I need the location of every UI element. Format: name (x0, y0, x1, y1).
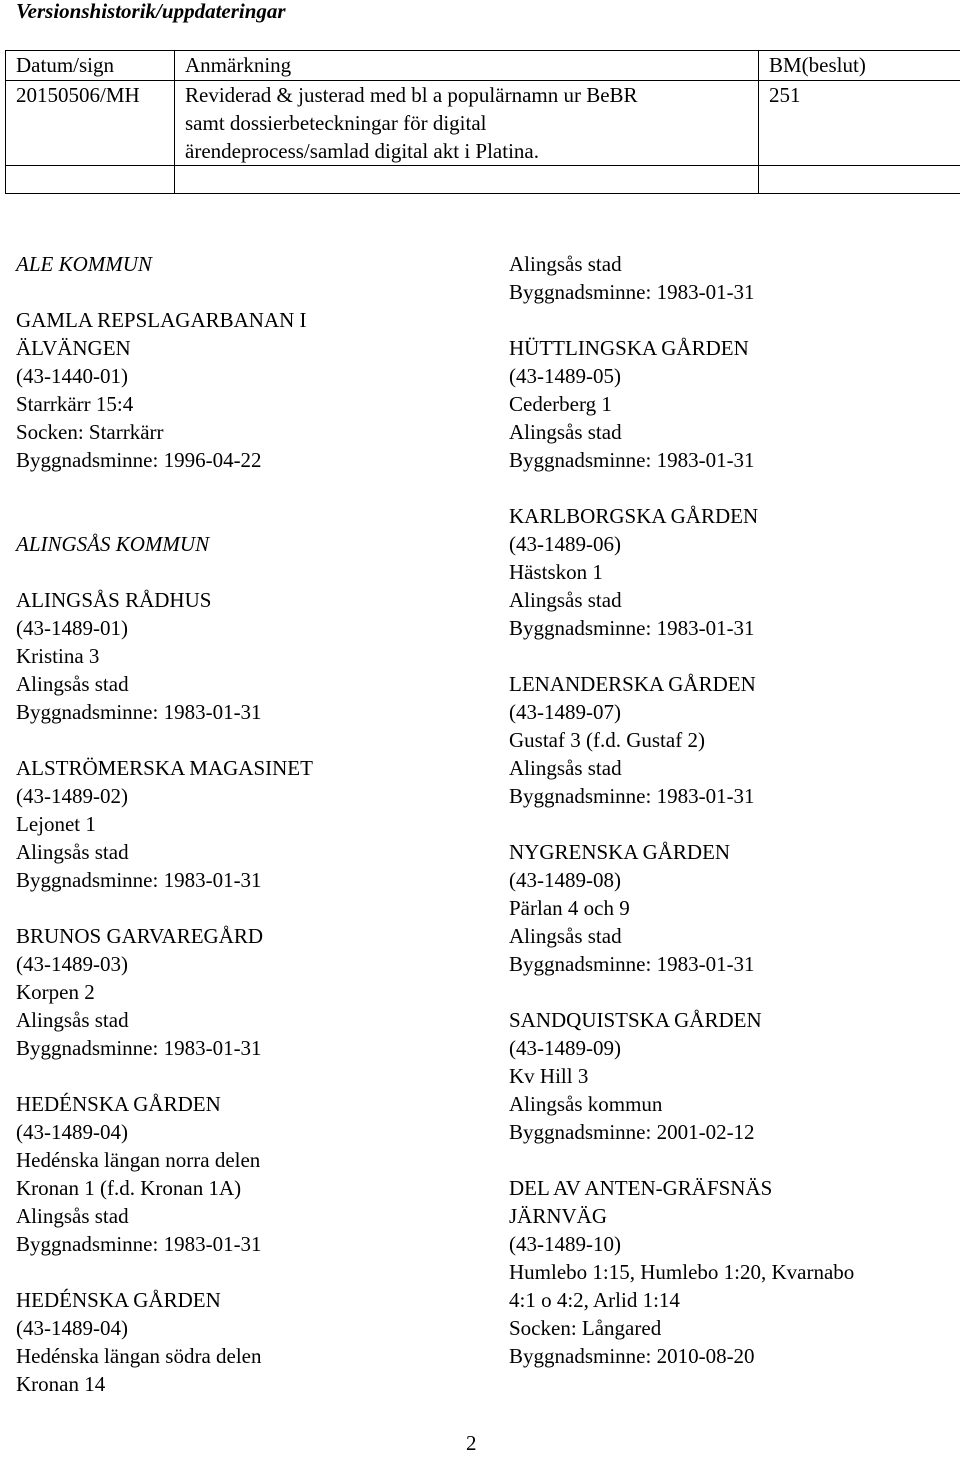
spacer (509, 474, 949, 502)
entry-line: Alingsås stad (509, 250, 949, 278)
entry-line: ALINGSÅS RÅDHUS (16, 586, 486, 614)
entry-line: (43-1489-07) (509, 698, 949, 726)
entry-line: Alingsås stad (509, 586, 949, 614)
entry-line: Gustaf 3 (f.d. Gustaf 2) (509, 726, 949, 754)
spacer (16, 894, 486, 922)
entry-line: HEDÉNSKA GÅRDEN (16, 1286, 486, 1314)
entry-line: (43-1489-08) (509, 866, 949, 894)
entry-line: JÄRNVÄG (509, 1202, 949, 1230)
spacer (509, 810, 949, 838)
entry-line: (43-1489-10) (509, 1230, 949, 1258)
left-column (16, 250, 486, 1398)
entry-line: ÄLVÄNGEN (16, 334, 486, 362)
entry-line: Alingsås kommun (509, 1090, 949, 1118)
spacer (16, 1258, 486, 1286)
row-decision: 251 (759, 81, 960, 166)
spacer (509, 978, 949, 1006)
page-number: 2 (466, 1429, 477, 1457)
empty-cell (759, 166, 960, 194)
entry-line: Byggnadsminne: 1983-01-31 (509, 446, 949, 474)
entry-line: Alingsås stad (509, 922, 949, 950)
header-date: Datum/sign (6, 51, 175, 81)
entry-line: Cederberg 1 (509, 390, 949, 418)
entry-line: (43-1489-09) (509, 1034, 949, 1062)
entry-line: Byggnadsminne: 1996-04-22 (16, 446, 486, 474)
entry-line: HÜTTLINGSKA GÅRDEN (509, 334, 949, 362)
entry-line: Alingsås stad (16, 1006, 486, 1034)
entry-line: Kronan 1 (f.d. Kronan 1A) (16, 1174, 486, 1202)
entry-line: LENANDERSKA GÅRDEN (509, 670, 949, 698)
table-header-row (6, 51, 960, 81)
entry-line: SANDQUISTSKA GÅRDEN (509, 1006, 949, 1034)
row-note (175, 81, 759, 166)
entry-line: (43-1489-02) (16, 782, 486, 810)
spacer (509, 1146, 949, 1174)
entry-line: GAMLA REPSLAGARBANAN I (16, 306, 486, 334)
entry-line: Byggnadsminne: 1983-01-31 (16, 1230, 486, 1258)
entry-line: (43-1440-01) (16, 362, 486, 390)
row-date: 20150506/MH (6, 81, 175, 166)
entry-line: Hästskon 1 (509, 558, 949, 586)
entry-line: Alingsås stad (509, 754, 949, 782)
entry-line: Alingsås stad (509, 418, 949, 446)
note-line: samt dossierbeteckningar för digital (185, 109, 758, 137)
spacer (16, 558, 486, 586)
spacer (16, 726, 486, 754)
entry-line: Byggnadsminne: 2001-02-12 (509, 1118, 949, 1146)
entry-line: Alingsås stad (16, 1202, 486, 1230)
spacer (16, 278, 486, 306)
entry-line: Socken: Långared (509, 1314, 949, 1342)
empty-cell (6, 166, 175, 194)
entry-line: Byggnadsminne: 1983-01-31 (509, 950, 949, 978)
entry-line: Pärlan 4 och 9 (509, 894, 949, 922)
entry-line: Byggnadsminne: 2010-08-20 (509, 1342, 949, 1370)
entry-line: Humlebo 1:15, Humlebo 1:20, Kvarnabo (509, 1258, 949, 1286)
right-column (509, 250, 949, 1370)
entry-line: Socken: Starrkärr (16, 418, 486, 446)
entry-line: Alingsås stad (16, 670, 486, 698)
entry-line: NYGRENSKA GÅRDEN (509, 838, 949, 866)
spacer (16, 1062, 486, 1090)
spacer (509, 642, 949, 670)
entry-line: Alingsås stad (16, 838, 486, 866)
page-heading: Versionshistorik/uppdateringar (16, 0, 286, 25)
version-history-table (5, 50, 960, 194)
table-row-empty (6, 166, 960, 194)
municipality-heading: ALINGSÅS KOMMUN (16, 530, 486, 558)
empty-cell (175, 166, 759, 194)
entry-line: Byggnadsminne: 1983-01-31 (16, 1034, 486, 1062)
municipality-heading: ALE KOMMUN (16, 250, 486, 278)
entry-line: Lejonet 1 (16, 810, 486, 838)
entry-line: (43-1489-03) (16, 950, 486, 978)
entry-line: Byggnadsminne: 1983-01-31 (16, 698, 486, 726)
spacer (16, 502, 486, 530)
header-decision: BM(beslut) (759, 51, 960, 81)
entry-line: Byggnadsminne: 1983-01-31 (509, 782, 949, 810)
note-line: ärendeprocess/samlad digital akt i Platina. (185, 137, 758, 165)
note-line: Reviderad & justerad med bl a populärnamn ur BeBR (185, 81, 758, 109)
entry-line: (43-1489-01) (16, 614, 486, 642)
entry-line: (43-1489-05) (509, 362, 949, 390)
spacer (509, 306, 949, 334)
entry-line: Kv Hill 3 (509, 1062, 949, 1090)
spacer (16, 474, 486, 502)
entry-line: Byggnadsminne: 1983-01-31 (509, 278, 949, 306)
entry-line: ALSTRÖMERSKA MAGASINET (16, 754, 486, 782)
entry-line: DEL AV ANTEN-GRÄFSNÄS (509, 1174, 949, 1202)
entry-line: Byggnadsminne: 1983-01-31 (16, 866, 486, 894)
entry-line: (43-1489-04) (16, 1118, 486, 1146)
entry-line: 4:1 o 4:2, Arlid 1:14 (509, 1286, 949, 1314)
table-row (6, 81, 960, 166)
entry-line: KARLBORGSKA GÅRDEN (509, 502, 949, 530)
entry-line: HEDÉNSKA GÅRDEN (16, 1090, 486, 1118)
entry-line: Kristina 3 (16, 642, 486, 670)
entry-line: Byggnadsminne: 1983-01-31 (509, 614, 949, 642)
entry-line: Korpen 2 (16, 978, 486, 1006)
entry-line: Hedénska längan norra delen (16, 1146, 486, 1174)
entry-line: (43-1489-04) (16, 1314, 486, 1342)
entry-line: Starrkärr 15:4 (16, 390, 486, 418)
header-note: Anmärkning (175, 51, 759, 81)
entry-line: BRUNOS GARVAREGÅRD (16, 922, 486, 950)
entry-line: (43-1489-06) (509, 530, 949, 558)
entry-line: Hedénska längan södra delen (16, 1342, 486, 1370)
entry-line: Kronan 14 (16, 1370, 486, 1398)
